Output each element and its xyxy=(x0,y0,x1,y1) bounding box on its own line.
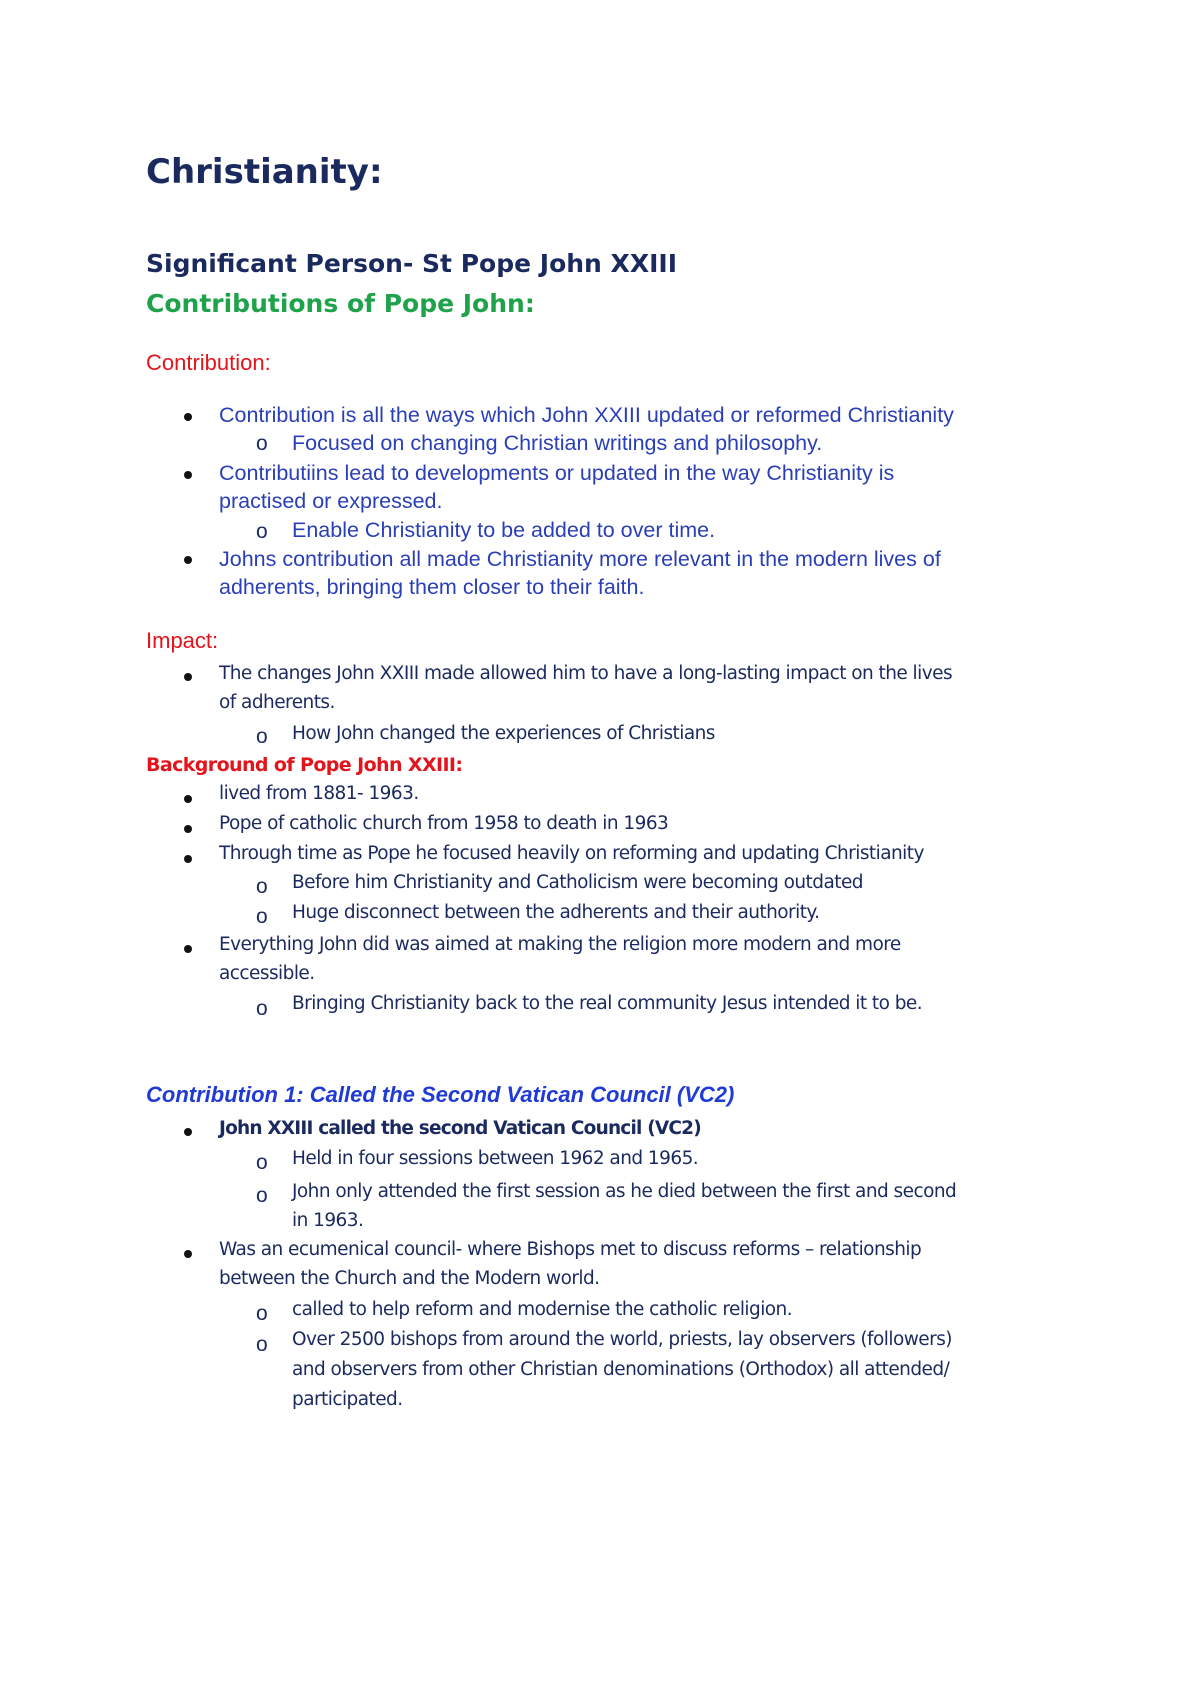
list-item-continued: practised or expressed. xyxy=(219,489,443,513)
background-heading: Background of Pope John XXIII: xyxy=(146,754,463,776)
list-item-continued: adherents, bringing them closer to their faith. xyxy=(219,575,645,599)
bullet-icon xyxy=(184,471,192,479)
bullet-icon xyxy=(184,855,192,863)
sub-bullet-icon: o xyxy=(256,432,268,455)
list-item: Contributiins lead to developments or updated in the way Christianity is xyxy=(219,461,895,485)
list-item: Through time as Pope he focused heavily on reforming and updating Christianity xyxy=(219,843,924,864)
contributions-heading: Contributions of Pope John: xyxy=(146,289,535,318)
list-item: lived from 1881- 1963. xyxy=(219,783,419,804)
list-item: Was an ecumenical council- where Bishops met to discuss reforms – relationship xyxy=(219,1239,922,1260)
list-item: The changes John XXIII made allowed him to have a long-lasting impact on the lives xyxy=(219,663,953,684)
bullet-icon xyxy=(184,556,192,564)
list-item: Everything John did was aimed at making the religion more modern and more xyxy=(219,934,901,955)
sub-bullet-icon: o xyxy=(256,1302,268,1325)
list-item: How John changed the experiences of Christians xyxy=(292,723,715,744)
impact-heading: Impact: xyxy=(146,628,219,653)
bullet-icon xyxy=(184,413,192,421)
list-item-continued: and observers from other Christian denominations (Orthodox) all attended/ xyxy=(292,1359,950,1380)
sub-bullet-icon: o xyxy=(256,520,268,543)
bullet-icon xyxy=(184,825,192,833)
list-item: Bringing Christianity back to the real community Jesus intended it to be. xyxy=(292,993,923,1014)
list-item: Huge disconnect between the adherents and their authority. xyxy=(292,902,820,923)
sub-bullet-icon: o xyxy=(256,997,268,1020)
list-item-continued: participated. xyxy=(292,1389,403,1410)
sub-bullet-icon: o xyxy=(256,1184,268,1207)
list-item-continued: in 1963. xyxy=(292,1210,364,1231)
list-item: Enable Christianity to be added to over time. xyxy=(292,518,716,542)
list-item-continued: of adherents. xyxy=(219,692,335,713)
significant-person-heading: Significant Person- St Pope John XXIII xyxy=(146,249,677,278)
list-item: Contribution is all the ways which John XXIII updated or reformed Christianity xyxy=(219,403,954,427)
sub-bullet-icon: o xyxy=(256,905,268,928)
bullet-icon xyxy=(184,1128,192,1136)
contribution-heading: Contribution: xyxy=(146,350,271,375)
list-item: Johns contribution all made Christianity more relevant in the modern lives of xyxy=(219,547,941,571)
sub-bullet-icon: o xyxy=(256,1151,268,1174)
bullet-icon xyxy=(184,673,192,681)
list-item: Over 2500 bishops from around the world, priests, lay observers (followers) xyxy=(292,1329,952,1350)
bullet-icon xyxy=(184,795,192,803)
list-item: Pope of catholic church from 1958 to death in 1963 xyxy=(219,813,669,834)
list-item-continued: accessible. xyxy=(219,963,315,984)
list-item: Focused on changing Christian writings and philosophy. xyxy=(292,431,823,455)
sub-bullet-icon: o xyxy=(256,875,268,898)
list-item: John XXIII called the second Vatican Council (VC2) xyxy=(219,1118,701,1139)
list-item-continued: between the Church and the Modern world. xyxy=(219,1268,600,1289)
sub-bullet-icon: o xyxy=(256,725,268,748)
bullet-icon xyxy=(184,1250,192,1258)
bullet-icon xyxy=(184,945,192,953)
list-item: Before him Christianity and Catholicism were becoming outdated xyxy=(292,872,863,893)
list-item: called to help reform and modernise the catholic religion. xyxy=(292,1299,793,1320)
list-item: John only attended the first session as he died between the first and second xyxy=(292,1181,957,1202)
page-title: Christianity: xyxy=(146,152,383,192)
vc2-heading: Contribution 1: Called the Second Vatican Council (VC2) xyxy=(146,1082,735,1107)
sub-bullet-icon: o xyxy=(256,1333,268,1356)
list-item: Held in four sessions between 1962 and 1965. xyxy=(292,1148,699,1169)
